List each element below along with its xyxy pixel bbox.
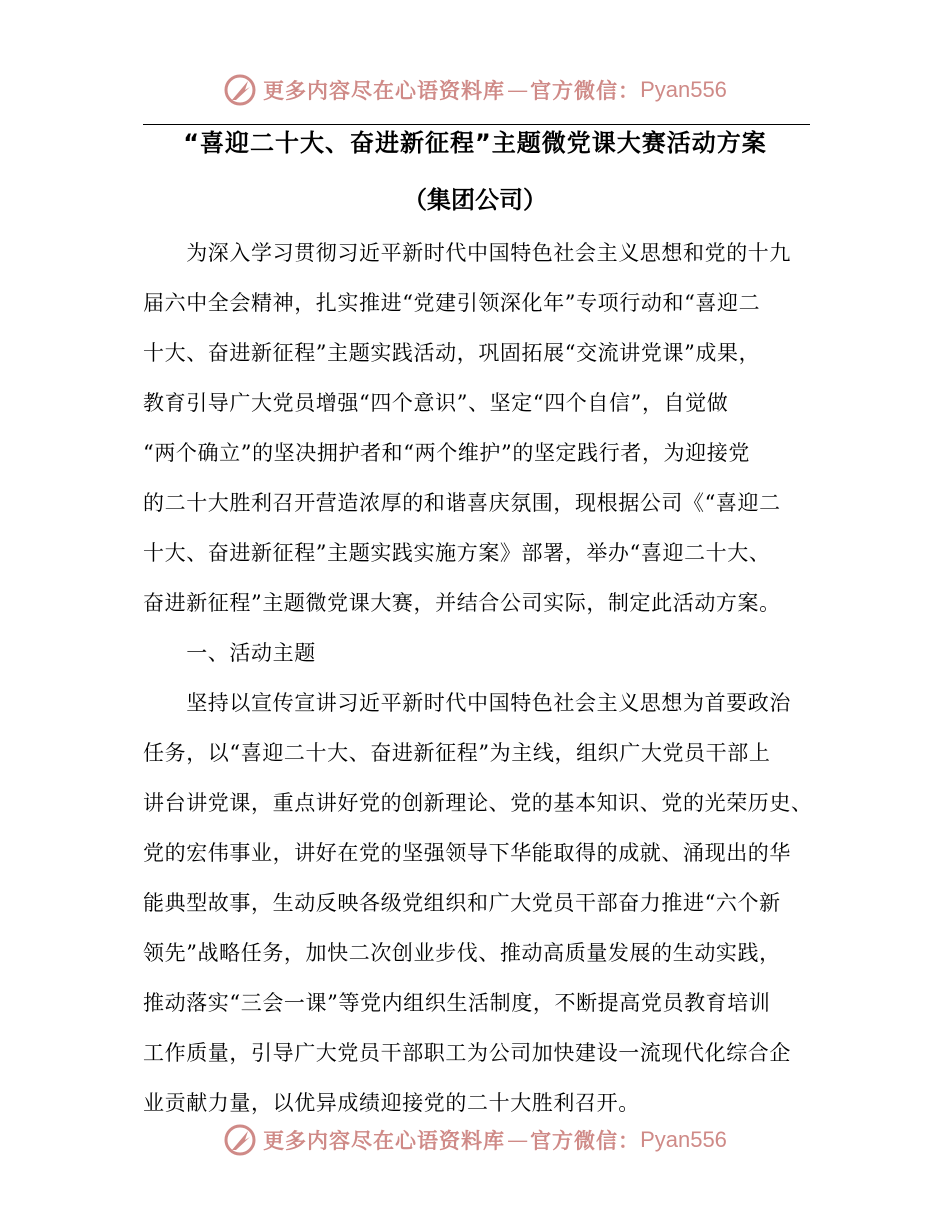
body-line: 推动落实“三会一课”等党内组织生活制度，不断提高党员教育培训 — [143, 991, 771, 1015]
body-line: 为深入学习贯彻习近平新时代中国特色社会主义思想和党的十九 — [143, 241, 791, 265]
watermark-contact: 官方微信： — [530, 1128, 641, 1153]
watermark-id: Pyan556 — [640, 77, 727, 102]
body-line: 工作质量，引导广大党员干部职工为公司加快建设一流现代化综合企 — [143, 1041, 791, 1065]
watermark-text: 更多内容尽在心语资料库 — [263, 1128, 506, 1153]
document-title: “喜迎二十大、奋进新征程”主题微党课大赛活动方案 — [183, 129, 767, 157]
section-heading: 一、活动主题 — [143, 641, 316, 665]
watermark-separator: — — [507, 78, 529, 102]
quill-logo-icon — [223, 73, 257, 107]
body-line: 十大、奋进新征程”主题实践活动，巩固拓展“交流讲党课”成果， — [143, 341, 761, 365]
watermark-text: 更多内容尽在心语资料库 — [263, 78, 506, 103]
watermark-id: Pyan556 — [640, 1127, 727, 1152]
body-line: 领先”战略任务，加快二次创业步伐、推动高质量发展的生动实践， — [143, 941, 781, 965]
body-line: 能典型故事，生动反映各级党组织和广大党员干部奋力推进“六个新 — [143, 891, 781, 915]
body-line: 党的宏伟事业，讲好在党的坚强领导下华能取得的成就、涌现出的华 — [143, 841, 791, 865]
body-line: 坚持以宣传宣讲习近平新时代中国特色社会主义思想为首要政治 — [143, 691, 791, 715]
watermark-header — [0, 70, 950, 110]
watermark-separator: — — [507, 1128, 529, 1152]
watermark-footer — [0, 1120, 950, 1160]
body-line: 届六中全会精神，扎实推进“党建引领深化年”专项行动和“喜迎二 — [143, 291, 761, 315]
body-line: 讲台讲党课，重点讲好党的创新理论、党的基本知识、党的光荣历史、 — [143, 791, 813, 815]
body-line: 十大、奋进新征程”主题实践实施方案》部署，举办“喜迎二十大、 — [143, 541, 771, 565]
body-line: 的二十大胜利召开营造浓厚的和谐喜庆氛围，现根据公司《“喜迎二 — [143, 491, 781, 515]
body-line: “两个确立”的坚决拥护者和“两个维护”的坚定践行者，为迎接党 — [143, 441, 750, 465]
body-line: 任务，以“喜迎二十大、奋进新征程”为主线，组织广大党员干部上 — [143, 741, 771, 765]
body-line: 业贡献力量，以优异成绩迎接党的二十大胜利召开。 — [143, 1091, 640, 1115]
body-line: 奋进新征程”主题微党课大赛，并结合公司实际，制定此活动方案。 — [143, 591, 781, 615]
watermark-contact: 官方微信： — [530, 78, 641, 103]
quill-logo-icon — [223, 1123, 257, 1157]
document-subtitle: （集团公司） — [403, 186, 547, 214]
body-line: 教育引导广大党员增强“四个意识”、坚定“四个自信”，自觉做 — [143, 391, 729, 415]
